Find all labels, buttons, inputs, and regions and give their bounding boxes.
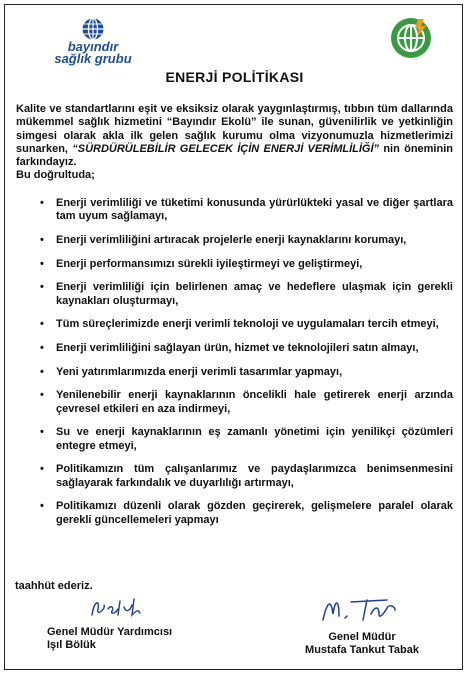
list-item-text: Politikamızın tüm çalışanlarımız ve paydaşlarımızca benimsenmesini sağlayarak farkındalık ve duyarlılığı artırmayı,: [56, 463, 453, 489]
handwritten-signature-left: [86, 595, 146, 621]
intro-paragraph: [16, 103, 453, 183]
list-item-text: Enerji verimliliğini sağlayan ürün, hizmet ve teknolojileri satın almayı,: [56, 342, 419, 355]
list-item-text: Tüm süreçlerimizde enerji verimli teknoloji ve uygulamaları tercih etmeyi,: [56, 318, 439, 331]
list-item: [16, 366, 453, 379]
bullet-icon: •: [40, 197, 44, 209]
bullet-icon: •: [40, 342, 44, 355]
bayindir-logo: [53, 17, 133, 65]
list-item-text: Enerji verimliliğini artıracak projelerle enerji kaynaklarını korumayı,: [56, 233, 407, 246]
list-item: [16, 281, 453, 308]
handwritten-signature-right: [317, 592, 407, 626]
list-item: [16, 258, 453, 271]
bullet-icon: •: [40, 389, 44, 402]
list-item: [16, 318, 453, 331]
bullet-icon: •: [40, 281, 44, 294]
energy-logo: [388, 15, 434, 66]
list-item-text: Yeni yatırımlarımızda enerji verimli tasarımlar yapmayı,: [56, 365, 343, 378]
page-title: ENERJİ POLİTİKASI: [165, 69, 304, 85]
intro-lead: Bu doğrultuda;: [16, 169, 95, 182]
globe-logo-icon: [81, 17, 105, 41]
logo-text-line2: sağlık grubu: [54, 51, 132, 66]
energy-globe-icon: [388, 15, 434, 61]
list-item-text: Su ve enerji kaynaklarının eş zamanlı yönetimi için yenilikçi çözümleri entegre etmeyi,: [56, 426, 453, 452]
closing-text: taahhüt ederiz.: [15, 580, 93, 592]
bullet-icon: •: [40, 365, 44, 378]
list-item: [16, 500, 453, 527]
list-item-text: Enerji verimliliği için belirlenen amaç ve hedeflere ulaşmak için gerekli kaynakları oluşturmayı,: [56, 281, 453, 307]
list-item-text: Politikamızı düzenli olarak gözden geçirerek, gelişmelere paralel olarak gerekli güncellemeleri yapmayı: [56, 500, 453, 526]
signature-block-right: [277, 592, 447, 657]
bullet-icon: •: [40, 318, 44, 331]
intro-text: Kalite ve standartlarını eşit ve eksiksiz olarak yaygınlaştırmış, tıbbın tüm dallarında mükemmel sağlık hizmetini “Bayındır Ekolü” ile sunan, güvenilirlik ve yetkinliğin simgesi olarak akla ilk gelen sağlık kurumu olma vizyonumuzla hizmetlerimizi sunarken,: [16, 103, 453, 155]
intro-emphasis: “SÜRDÜRÜLEBİLİR GELECEK İÇİN ENERJİ VERİMLİLİĞİ”: [72, 142, 380, 155]
policy-list: [16, 197, 453, 537]
list-item: [16, 197, 453, 224]
list-item: [16, 463, 453, 490]
list-item: [16, 234, 453, 247]
list-item-text: Enerji performansımızı sürekli iyileştirmeyi ve geliştirmeyi,: [56, 257, 363, 270]
bullet-icon: •: [40, 500, 44, 513]
logo-text-line1: bayındır: [67, 39, 119, 54]
signer-right-title: Genel Müdür: [328, 631, 396, 643]
signer-left-title: Genel Müdür Yardımcısı: [47, 626, 173, 638]
bullet-icon: •: [40, 463, 44, 476]
list-item-text: Yenilenebilir enerji kaynaklarının öncelikli hale getirerek enerji arzında çevresel etkileri en aza indirmeyi,: [56, 389, 453, 415]
list-item: [16, 342, 453, 355]
signer-left-name: Işıl Bölük: [47, 639, 96, 651]
signature-block-left: [41, 595, 191, 652]
bullet-icon: •: [40, 257, 44, 270]
bullet-icon: •: [40, 233, 44, 246]
bullet-icon: •: [40, 426, 44, 439]
signer-right-name: Mustafa Tankut Tabak: [305, 644, 419, 656]
list-item-text: Enerji verimliliği ve tüketimi konusunda yürürlükteki yasal ve diğer şartlara tam uyum sağlamayı,: [56, 197, 453, 223]
policy-document: [4, 4, 463, 670]
intro-suffix: nin öneminin farkındayız.: [16, 142, 453, 169]
list-item: [16, 389, 453, 416]
list-item: [16, 426, 453, 453]
